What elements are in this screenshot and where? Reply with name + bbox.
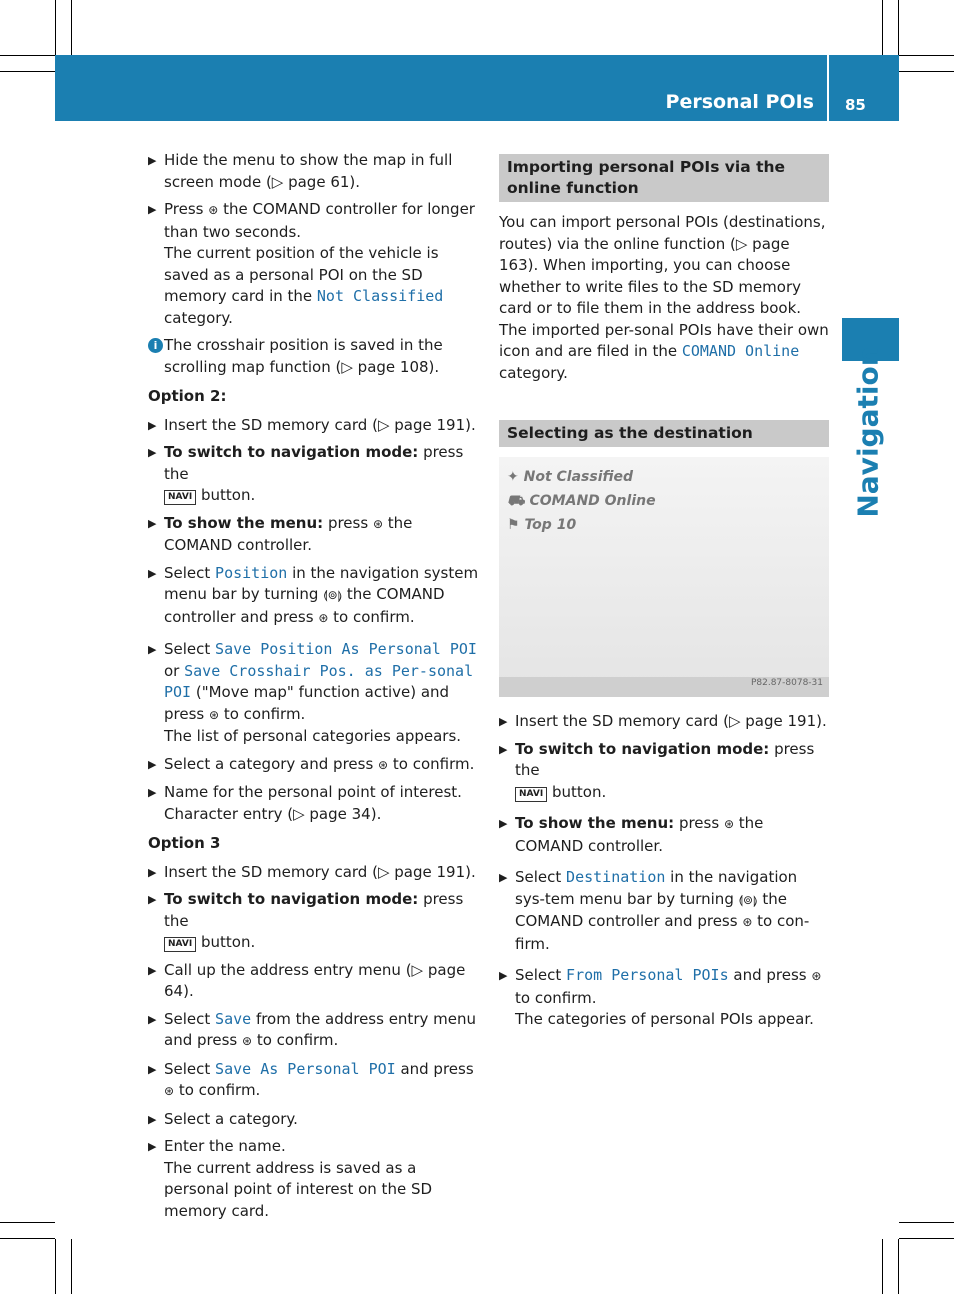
crop-mark (0, 71, 55, 72)
step-insert-sd: ▶ Insert the SD memory card (▷ page 191). (148, 862, 481, 884)
step-select-category: ▶ Select a category. (148, 1109, 481, 1131)
car-icon: ⛟ (507, 493, 525, 509)
crop-mark (899, 55, 954, 56)
navi-button-icon: NAVI (164, 490, 196, 505)
step-arrow-icon: ▶ (148, 1062, 157, 1076)
step-enter-name: ▶ Enter the name. The current address is saved as a personal point of interest on the SD memory card. (148, 1137, 433, 1220)
step-arrow-icon: ▶ (148, 757, 157, 771)
flag-icon: ⚑ (507, 517, 520, 533)
controller-press-icon: ⊛ (241, 1034, 253, 1048)
controller-press-icon: ⊛ (208, 203, 219, 217)
menu-item-position: Position (215, 563, 288, 582)
controller-press-icon: ⊛ (378, 757, 389, 772)
step-arrow-icon: ▶ (499, 742, 508, 756)
menu-item-not-classified: Not Classified (316, 287, 444, 305)
step-arrow-icon: ▶ (148, 418, 157, 432)
step-insert-sd: ▶ Insert the SD memory card (▷ page 191). (499, 711, 829, 733)
page-number: 85 (845, 96, 866, 114)
step-arrow-icon: ▶ (148, 516, 157, 530)
screen-list-item: ⛟ COMAND Online (507, 493, 656, 509)
step-navigation-mode: ▶ To switch to navigation mode: press the NAVI button. (499, 739, 815, 801)
section-heading-destination: Selecting as the destination (499, 420, 829, 447)
step-arrow-icon: ▶ (148, 963, 157, 977)
info-icon: i (148, 338, 163, 353)
step-arrow-icon: ▶ (148, 154, 157, 167)
step-save-as-poi: ▶ Select Save As Personal POI and press ⊛ to confirm. (148, 1059, 474, 1099)
step-arrow-icon: ▶ (148, 1012, 157, 1026)
step-press-controller: ▶ Press ⊛ the COMAND controller for longer than two seconds. The current position of the vehicle is saved as a personal POI on the SD memory card in the Not Classified category. (148, 200, 475, 327)
step-address-entry: ▶ Call up the address entry menu (▷ page 64). (148, 960, 466, 1000)
step-arrow-icon: ▶ (499, 817, 508, 830)
side-tab-label: Navigation (851, 346, 885, 518)
option-heading: Option 3 (148, 834, 221, 852)
crop-mark (71, 1239, 72, 1294)
step-navigation-mode: ▶ To switch to navigation mode: press the NAVI button. (148, 443, 464, 504)
step-show-menu: ▶ To show the menu: press ⊛ the COMAND controller. (499, 814, 764, 855)
step-from-personal-pois: ▶ Select From Personal POIs and press ⊛ to confirm. The categories of personal POIs appear. (499, 966, 822, 1028)
left-column (148, 150, 481, 1228)
right-column (499, 154, 829, 1037)
display-screenshot (499, 457, 829, 697)
crop-mark (898, 1239, 899, 1294)
navi-button-icon: NAVI (515, 787, 547, 802)
step-arrow-icon: ▶ (148, 1140, 157, 1153)
step-show-menu: ▶ To show the menu: press ⊛ the COMAND controller. (148, 513, 413, 554)
crop-mark (882, 1239, 883, 1294)
section-heading-import: Importing personal POIs via the online function (499, 154, 829, 202)
controller-press-icon: ⊛ (811, 969, 822, 983)
category-icon: ✦ (507, 469, 519, 485)
controller-press-icon: ⊛ (318, 610, 329, 625)
step-arrow-icon: ▶ (148, 893, 157, 906)
step-insert-sd: ▶ Insert the SD memory card (▷ page 191). (148, 415, 481, 437)
crop-mark (55, 1239, 56, 1294)
step-select-destination: ▶ Select Destination in the navigation sys-tem menu bar by turning ⟬⊚⟭ the COMAND controller and press ⊛ to con-firm. (499, 868, 810, 953)
menu-item-save-as-personal-poi: Save As Personal POI (215, 1059, 396, 1078)
step-arrow-icon: ▶ (148, 446, 157, 459)
crop-mark (899, 71, 954, 72)
step-arrow-icon: ▶ (148, 643, 157, 656)
menu-item-destination: Destination (566, 868, 666, 886)
step-save-position: ▶ Select Save Position As Personal POI or Save Crosshair Pos. as Per-sonal POI ("Move map" function active) and press ⊛ to confirm. The list of personal categories appears. (148, 640, 477, 745)
step-arrow-icon: ▶ (148, 786, 157, 799)
menu-item-from-personal-pois: From Personal POIs (566, 966, 729, 984)
step-name-poi: ▶ Name for the personal point of interest. Character entry (▷ page 34). (148, 783, 462, 823)
controller-press-icon: ⊛ (209, 707, 220, 722)
controller-press-icon: ⊛ (723, 817, 734, 831)
option-heading: Option 2: (148, 387, 227, 405)
navi-button-icon: NAVI (164, 937, 196, 952)
step-arrow-icon: ▶ (148, 1112, 157, 1126)
step-arrow-icon: ▶ (148, 203, 157, 216)
step-arrow-icon: ▶ (148, 865, 157, 879)
controller-turn-icon: ⟬⊚⟭ (323, 588, 343, 602)
step-arrow-icon: ▶ (499, 871, 508, 884)
crop-mark (898, 0, 899, 55)
import-paragraph: You can import personal POIs (destinations, routes) via the online function (▷ page 163). When importing, you can choose whether to write files to the SD memory card or to file them in the address book. The imported per-sonal POIs have their own icon and are filed in the COMAND Online category. (499, 213, 829, 382)
screen-list-item: ✦ Not Classified (507, 469, 634, 485)
crop-mark (71, 0, 72, 55)
controller-press-icon: ⊛ (742, 915, 753, 929)
crop-mark (899, 1222, 954, 1223)
controller-press-icon: ⊛ (164, 1084, 175, 1098)
crop-mark (0, 1222, 55, 1223)
step-arrow-icon: ▶ (148, 566, 157, 580)
header-divider (827, 55, 829, 121)
step-select-save: ▶ Select Save from the address entry menu and press ⊛ to confirm. (148, 1009, 476, 1049)
screen-list-item: ⚑ Top 10 (507, 517, 577, 533)
step-navigation-mode: ▶ To switch to navigation mode: press the NAVI button. (148, 890, 464, 951)
step-select-category: ▶ Select a category and press ⊛ to confirm. (148, 754, 481, 777)
crop-mark (0, 55, 55, 56)
image-reference: P82.87-8078-31 (750, 677, 823, 688)
menu-item-save-position: Save Position As Personal POI (215, 640, 477, 658)
controller-press-icon: ⊛ (372, 516, 383, 531)
step-hide-menu: ▶ Hide the menu to show the map in full screen mode (▷ page 61). (148, 151, 453, 191)
crop-mark (899, 1238, 954, 1239)
crop-mark (0, 1238, 55, 1239)
controller-turn-icon: ⟬⊚⟭ (738, 892, 758, 907)
step-arrow-icon: ▶ (499, 715, 508, 728)
step-arrow-icon: ▶ (499, 969, 508, 982)
menu-item-save: Save (215, 1009, 252, 1028)
crop-mark (55, 0, 56, 55)
info-note: i The crosshair position is saved in the scrolling map function (▷ page 108). (148, 335, 481, 378)
step-select-position: ▶ Select Position in the navigation system menu bar by turning ⟬⊚⟭ the COMAND controller and press ⊛ to confirm. (148, 563, 479, 626)
page-title: Personal POIs (665, 91, 814, 113)
menu-item-comand-online: COMAND Online (681, 342, 800, 360)
menu-item-save-crosshair: Save Crosshair Pos. as Per-sonal POI (164, 661, 474, 701)
crop-mark (882, 0, 883, 55)
